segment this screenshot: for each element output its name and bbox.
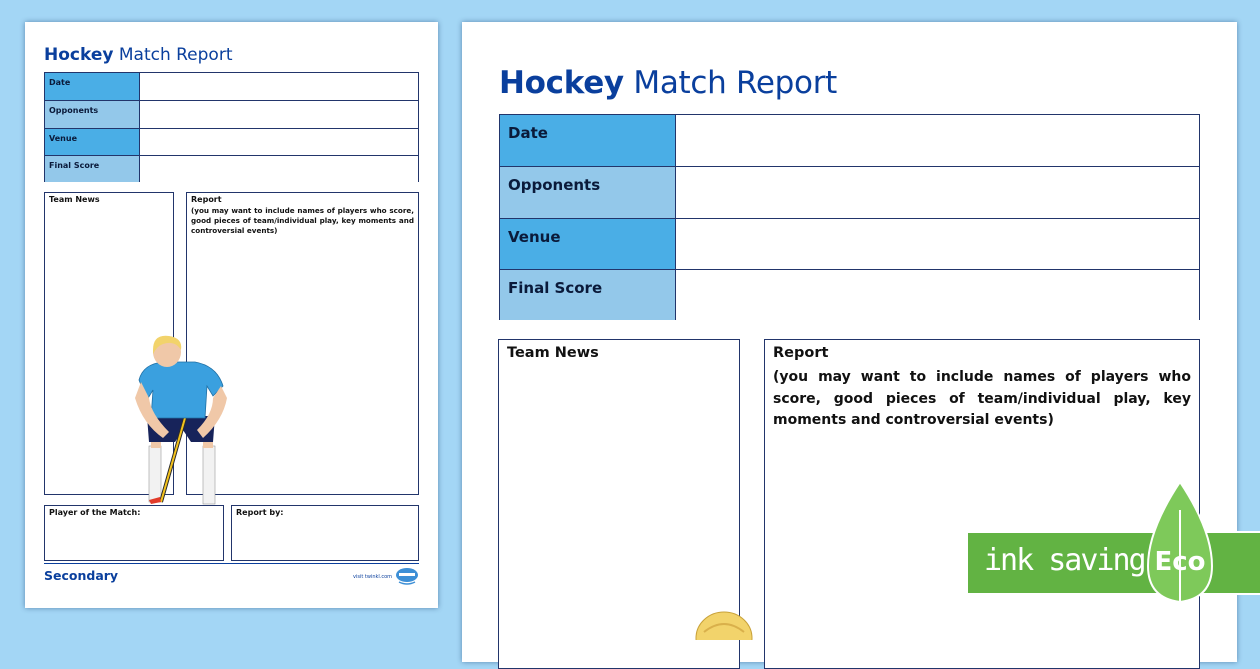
opponents-field-large[interactable] bbox=[676, 167, 1199, 217]
page-title-large: Hockey Match Report bbox=[499, 65, 838, 101]
final-score-row bbox=[45, 155, 418, 182]
hockey-player-illustration bbox=[133, 334, 229, 506]
report-label: Report bbox=[191, 195, 222, 204]
venue-label-large: Venue bbox=[500, 219, 676, 269]
opponents-row-large bbox=[500, 166, 1199, 217]
report-hint: (you may want to include names of players who score, good pieces of team/individual play, key moments and controversial events) bbox=[191, 206, 414, 236]
venue-row-large bbox=[500, 218, 1199, 269]
match-info-table-large bbox=[499, 114, 1200, 320]
team-news-label-large: Team News bbox=[507, 345, 599, 361]
date-field-large[interactable] bbox=[676, 115, 1199, 166]
final-score-label-large: Final Score bbox=[500, 270, 676, 320]
player-of-match-label: Player of the Match: bbox=[49, 508, 141, 517]
date-row bbox=[45, 73, 418, 100]
venue-field[interactable] bbox=[140, 129, 418, 155]
eco-label: Eco bbox=[1154, 547, 1206, 577]
team-news-label: Team News bbox=[49, 195, 100, 204]
date-label-large: Date bbox=[500, 115, 676, 166]
report-label-large: Report bbox=[773, 345, 829, 361]
report-hint-large: (you may want to include names of players who score, good pieces of team/individual play, key moments and controversial events) bbox=[773, 369, 1191, 429]
final-score-row-large bbox=[500, 269, 1199, 320]
page-title: Hockey Match Report bbox=[44, 45, 233, 65]
worksheet-preview-small bbox=[25, 22, 438, 608]
venue-field-large[interactable] bbox=[676, 219, 1199, 269]
venue-label: Venue bbox=[45, 129, 140, 155]
twinkl-logo-icon bbox=[395, 566, 419, 586]
opponents-label: Opponents bbox=[45, 101, 140, 127]
match-info-table bbox=[44, 72, 419, 182]
final-score-field[interactable] bbox=[140, 156, 418, 182]
opponents-field[interactable] bbox=[140, 101, 418, 127]
date-label: Date bbox=[45, 73, 140, 100]
ink-saving-label: ink saving bbox=[984, 543, 1145, 578]
final-score-field-large[interactable] bbox=[676, 270, 1199, 320]
player-of-match-box[interactable] bbox=[44, 505, 224, 561]
opponents-row bbox=[45, 100, 418, 127]
date-row-large bbox=[500, 115, 1199, 166]
footer-divider bbox=[44, 563, 419, 564]
opponents-label-large: Opponents bbox=[500, 167, 676, 217]
footer-link[interactable]: visit twinkl.com bbox=[353, 574, 393, 580]
footer-level: Secondary bbox=[44, 568, 119, 583]
report-by-box[interactable] bbox=[231, 505, 419, 561]
date-field[interactable] bbox=[140, 73, 418, 100]
venue-row bbox=[45, 128, 418, 155]
final-score-label: Final Score bbox=[45, 156, 140, 182]
eco-leaf-drop-icon bbox=[1130, 480, 1230, 620]
report-by-label: Report by: bbox=[236, 508, 284, 517]
hockey-player-head-illustration bbox=[694, 610, 754, 640]
